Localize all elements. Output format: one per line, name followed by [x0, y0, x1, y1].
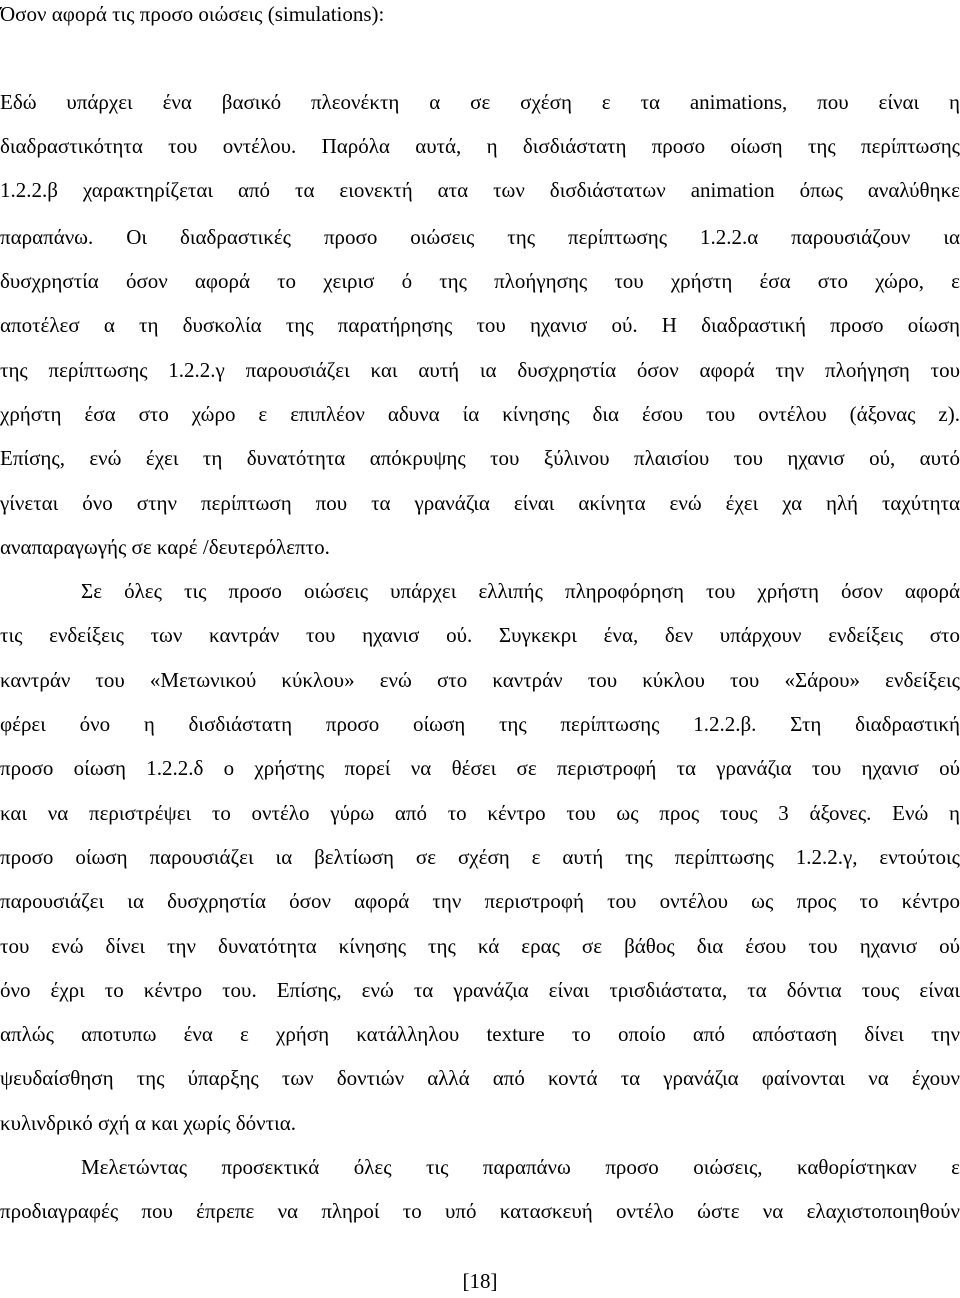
- page-number: [18]: [462, 1269, 498, 1293]
- text-line: Επίσης, ενώ έχει τη δυνατότητα απόκρυψης του ξύλινου πλαισίου του ηχανισ ού, αυτό: [0, 446, 960, 470]
- text-line: παραπάνω. Οι διαδραστικές προσο οιώσεις της περίπτωσης 1.2.2.α παρουσιάζουν ια: [0, 225, 960, 249]
- text-line: του ενώ δίνει την δυνατότητα κίνησης της κά ερας σε βάθος δια έσου του ηχανισ ού: [0, 934, 960, 958]
- text-line: παρουσιάζει ια δυσχρηστία όσον αφορά την περιστροφή του οντέλου ως προς το κέντρο: [0, 889, 960, 913]
- text-line: προδιαγραφές που έπρεπε να πληροί το υπό κατασκευή οντέλο ώστε να ελαχιστοποιηθούν: [0, 1199, 960, 1223]
- text-line: όνο έχρι το κέντρο του. Επίσης, ενώ τα γρανάζια είναι τρισδιάστατα, τα δόντια τους είναι: [0, 978, 960, 1002]
- text-line: ψευδαίσθηση της ύπαρξης των δοντιών αλλά από κοντά τα γρανάζια φαίνονται να έχουν: [0, 1066, 960, 1090]
- text-line: χρήστη έσα στο χώρο ε επιπλέον αδυνα ία κίνησης δια έσου του οντέλου (άξονας z).: [0, 402, 960, 426]
- text-line: τις ενδείξεις των καντράν του ηχανισ ού. Συγκεκρι ένα, δεν υπάρχουν ενδείξεις στο: [0, 623, 960, 647]
- text-line: γίνεται όνο στην περίπτωση που τα γρανάζια είναι ακίνητα ενώ έχει χα ηλή ταχύτητα: [0, 491, 960, 515]
- text-line: αναπαραγωγής σε καρέ /δευτερόλεπτο.: [0, 535, 330, 559]
- text-line: και να περιστρέψει το οντέλο γύρω από το κέντρο του ως προς τους 3 άξονες. Ενώ η: [0, 801, 960, 825]
- text-line: απλώς αποτυπω ένα ε χρήση κατάλληλου texture το οποίο από απόσταση δίνει την: [0, 1022, 960, 1046]
- text-line: φέρει όνο η δισδιάστατη προσο οίωση της περίπτωσης 1.2.2.β. Στη διαδραστική: [0, 712, 960, 736]
- text-line: αποτέλεσ α τη δυσκολία της παρατήρησης του ηχανισ ού. Η διαδραστική προσο οίωση: [0, 313, 960, 337]
- text-line: διαδραστικότητα του οντέλου. Παρόλα αυτά, η δισδιάστατη προσο οίωση της περίπτωσης: [0, 134, 960, 158]
- text-line: καντράν του «Μετωνικού κύκλου» ενώ στο καντράν του κύκλου του «Σάρου» ενδείξεις: [0, 668, 960, 692]
- text-line: Μελετώντας προσεκτικά όλες τις παραπάνω προσο οιώσεις, καθορίστηκαν ε: [81, 1155, 960, 1179]
- section-heading: Όσον αφορά τις προσο οιώσεις (simulations):: [0, 2, 385, 26]
- text-line: 1.2.2.β χαρακτηρίζεται από τα ειονεκτή ατα των δισδιάστατων animation όπως αναλύθηκε: [0, 178, 960, 202]
- text-line: προσο οίωση παρουσιάζει ια βελτίωση σε σχέση ε αυτή της περίπτωσης 1.2.2.γ, εντούτοις: [0, 845, 960, 869]
- text-line: δυσχρηστία όσον αφορά το χειρισ ό της πλοήγησης του χρήστη έσα στο χώρο, ε: [0, 269, 960, 293]
- text-line: κυλινδρικό σχή α και χωρίς δόντια.: [0, 1111, 296, 1135]
- text-line: της περίπτωσης 1.2.2.γ παρουσιάζει και αυτή ια δυσχρηστία όσον αφορά την πλοήγηση του: [0, 358, 960, 382]
- text-line: προσο οίωση 1.2.2.δ ο χρήστης πορεί να θέσει σε περιστροφή τα γρανάζια του ηχανισ ού: [0, 756, 960, 780]
- text-line: Εδώ υπάρχει ένα βασικό πλεονέκτη α σε σχέση ε τα animations, που είναι η: [0, 90, 960, 114]
- text-line: Σε όλες τις προσο οιώσεις υπάρχει ελλιπής πληροφόρηση του χρήστη όσον αφορά: [81, 579, 960, 603]
